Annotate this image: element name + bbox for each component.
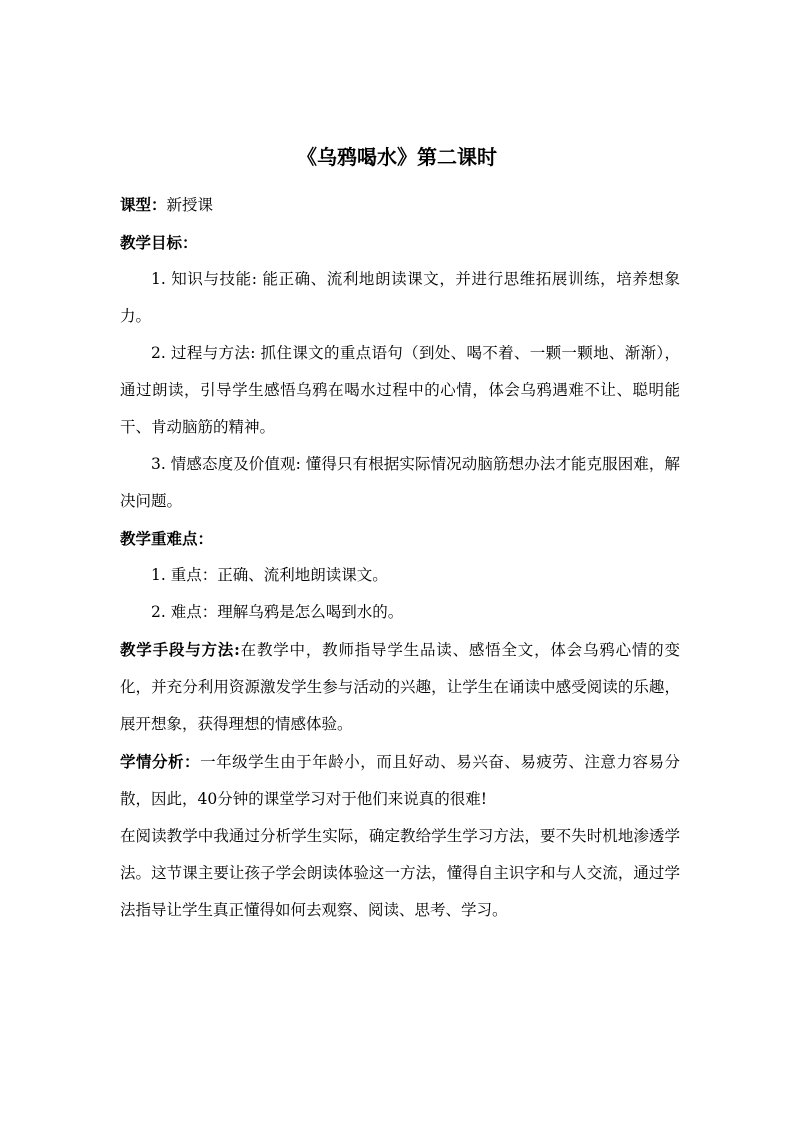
key-point-item-1: 1. 重点：正确、流利地朗读课文。	[151, 566, 388, 584]
objective-item-2: 2. 过程与方法: 抓住课文的重点语句（到处、喝不着、一颗一颗地、渐渐），通过朗读，引导学生感悟乌鸦在喝水过程中的心情，体会乌鸦遇难不让、聪明能干、肯动脑筋的精神。	[120, 344, 680, 436]
objectives-heading: 教学目标：	[120, 233, 198, 252]
analysis-text: 一年级学生由于年龄小，而且好动、易兴奋、易疲劳、注意力容易分散，因此，40分钟的课堂学习对于他们来说真的很难!	[120, 753, 680, 808]
lesson-type-value: 新授课	[166, 196, 214, 214]
analysis-label: 学情分析：	[120, 752, 201, 771]
methods-paragraph	[120, 631, 680, 743]
objective-item-1: 1. 知识与技能: 能正确、流利地朗读课文，并进行思维拓展训练，培养想象力。	[120, 270, 680, 325]
lesson-type-label: 课型：	[120, 195, 167, 214]
analysis-paragraph-2: 在阅读教学中我通过分析学生实际，确定教给学生学习方法，要不失时机地渗透学法。这节课主要让孩子学会朗读体验这一方法，懂得自主识字和与人交流，通过学法指导让学生真正懂得如何去观察、阅读、思考、学习。	[120, 827, 680, 919]
key-point-item-2: 2. 难点：理解乌鸦是怎么喝到水的。	[151, 603, 404, 621]
document-title: 《乌鸦喝水》第二课时	[297, 145, 497, 169]
document-body	[120, 186, 680, 929]
lesson-type-line	[120, 186, 680, 224]
key-points-heading: 教学重难点：	[120, 529, 214, 548]
analysis-paragraph	[120, 743, 680, 818]
methods-text: 在教学中，教师指导学生品读、感悟全文，体会乌鸦心情的变化，并充分利用资源激发学生参与活动的兴趣，让学生在诵读中感受阅读的乐趣，展开想象，获得理想的情感体验。	[120, 641, 680, 733]
methods-label: 教学手段与方法:	[120, 640, 240, 659]
objective-item-3: 3. 情感态度及价值观: 懂得只有根据实际情况动脑筋想办法才能克服困难，解决问题。	[120, 455, 680, 510]
